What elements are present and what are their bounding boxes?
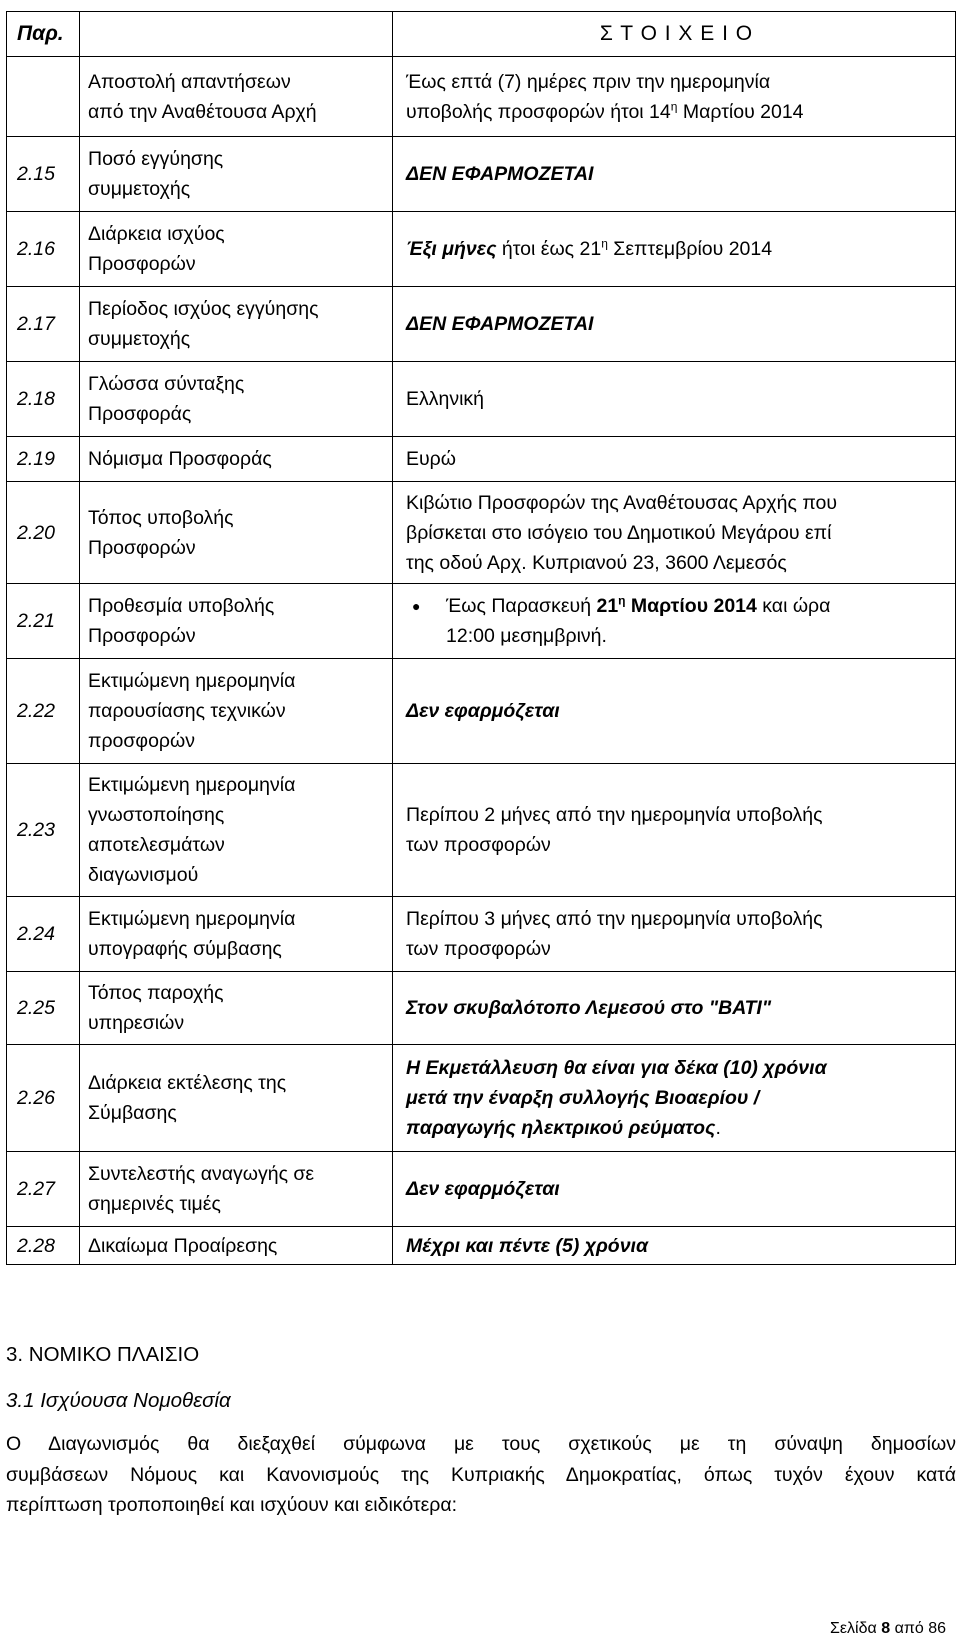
- row-value: ΔΕΝ ΕΦΑΡΜΟΖΕΤΑΙ: [393, 287, 956, 362]
- row-number: 2.22: [7, 659, 80, 764]
- row-number: 2.21: [7, 584, 80, 659]
- table-row: [7, 584, 956, 659]
- row-label: Δικαίωμα Προαίρεσης: [80, 1227, 393, 1265]
- row-label: Νόμισμα Προσφοράς: [80, 437, 393, 482]
- row-value: Μέχρι και πέντε (5) χρόνια: [393, 1227, 956, 1265]
- section-heading: 3. ΝΟΜΙΚΟ ΠΛΑΙΣΙΟ: [6, 1343, 200, 1366]
- table-row: [7, 437, 956, 482]
- row-value: Περίπου 3 μήνες από την ημερομηνία υποβολής των προσφορών: [393, 897, 956, 972]
- row-value: Κιβώτιο Προσφορών της Αναθέτουσας Αρχής που βρίσκεται στο ισόγειο του Δημοτικού Μεγάρου επί της οδού Αρχ. Κυπριανού 23, 3600 Λεμεσός: [393, 482, 956, 584]
- row-number: 2.20: [7, 482, 80, 584]
- row-value: Περίπου 2 μήνες από την ημερομηνία υποβολής των προσφορών: [393, 764, 956, 897]
- table-row: [7, 482, 956, 584]
- table-row: [7, 57, 956, 137]
- row-label: Τόπος υποβολής Προσφορών: [80, 482, 393, 584]
- paragraph-line: Ο Διαγωνισμός θα διεξαχθεί σύμφωνα με τους σχετικούς με τη σύναψη δημοσίων: [6, 1433, 956, 1455]
- row-value: Ευρώ: [393, 437, 956, 482]
- paragraph-line: περίπτωση τροποποιηθεί και ισχύουν και ειδικότερα:: [6, 1494, 458, 1516]
- row-value: Ελληνική: [393, 362, 956, 437]
- row-number: 2.24: [7, 897, 80, 972]
- row-label: Εκτιμώμενη ημερομηνία γνωστοποίησης αποτελεσμάτων διαγωνισμού: [80, 764, 393, 897]
- header-element: Σ Τ Ο Ι Χ Ε Ι Ο: [393, 12, 956, 57]
- row-number: 2.25: [7, 972, 80, 1045]
- row-label: Εκτιμώμενη ημερομηνία υπογραφής σύμβασης: [80, 897, 393, 972]
- table-row: [7, 287, 956, 362]
- row-number: 2.18: [7, 362, 80, 437]
- tender-details-table: [6, 11, 956, 1265]
- row-label: Συντελεστής αναγωγής σε σημερινές τιμές: [80, 1152, 393, 1227]
- body-paragraph: [6, 1429, 956, 1521]
- header-paragraph: Παρ.: [7, 12, 80, 57]
- row-number: 2.15: [7, 137, 80, 212]
- row-value: Δεν εφαρμόζεται: [393, 1152, 956, 1227]
- row-value: Η Εκμετάλλευση θα είναι για δέκα (10) χρόνια μετά την έναρξη συλλογής Βιοαερίου / παραγωγής ηλεκτρικού ρεύματος.: [393, 1045, 956, 1152]
- paragraph-line: συμβάσεων Νόμους και Κανονισμούς της Κυπριακής Δημοκρατίας, όπως τυχόν έχουν κατά: [6, 1463, 956, 1486]
- row-label: Περίοδος ισχύος εγγύησης συμμετοχής: [80, 287, 393, 362]
- row-number: 2.27: [7, 1152, 80, 1227]
- page-footer: Σελίδα 8 από 86: [830, 1620, 946, 1637]
- row-label: Αποστολή απαντήσεων από την Αναθέτουσα Αρχή: [80, 57, 393, 137]
- row-number: 2.16: [7, 212, 80, 287]
- bullet-item: ● Έως Παρασκευή $21^\eta$ Μαρτίου 2014 και ώρα 12:00 μεσημβρινή.: [406, 591, 947, 651]
- table-row: [7, 212, 956, 287]
- row-number: 2.17: [7, 287, 80, 362]
- row-value: Έως επτά (7) ημέρες πριν την ημερομηνία υποβολής προσφορών ήτοι $14^\eta$ Μαρτίου 2014: [393, 57, 956, 137]
- row-number: 2.23: [7, 764, 80, 897]
- row-value: Δεν εφαρμόζεται: [393, 659, 956, 764]
- table-row: [7, 659, 956, 764]
- total-pages: 86: [928, 1620, 946, 1637]
- row-number: [7, 57, 80, 137]
- table-row: [7, 972, 956, 1045]
- subsection-heading: 3.1 Ισχύουσα Νομοθεσία: [6, 1389, 231, 1412]
- table-row: [7, 137, 956, 212]
- row-label: Γλώσσα σύνταξης Προσφοράς: [80, 362, 393, 437]
- row-value: Έξι μήνες ήτοι έως $21^\eta$ Σεπτεμβρίου 2014: [393, 212, 956, 287]
- table-row: [7, 1045, 956, 1152]
- table-row: [7, 764, 956, 897]
- row-value: [393, 584, 956, 659]
- table-row: [7, 1152, 956, 1227]
- row-number: 2.28: [7, 1227, 80, 1265]
- row-value: Στον σκυβαλότοπο Λεμεσού στο "ΒΑΤΙ": [393, 972, 956, 1045]
- bullet-icon: ●: [412, 598, 421, 614]
- table-row: [7, 1227, 956, 1265]
- row-label: Διάρκεια εκτέλεσης της Σύμβασης: [80, 1045, 393, 1152]
- row-label: Εκτιμώμενη ημερομηνία παρουσίασης τεχνικών προσφορών: [80, 659, 393, 764]
- row-number: 2.26: [7, 1045, 80, 1152]
- row-number: 2.19: [7, 437, 80, 482]
- row-label: Τόπος παροχής υπηρεσιών: [80, 972, 393, 1045]
- header-blank: [80, 12, 393, 57]
- row-label: Προθεσμία υποβολής Προσφορών: [80, 584, 393, 659]
- table-row: [7, 362, 956, 437]
- row-value: ΔΕΝ ΕΦΑΡΜΟΖΕΤΑΙ: [393, 137, 956, 212]
- current-page-number: 8: [881, 1620, 891, 1637]
- row-label: Διάρκεια ισχύος Προσφορών: [80, 212, 393, 287]
- row-label: Ποσό εγγύησης συμμετοχής: [80, 137, 393, 212]
- table-row: [7, 897, 956, 972]
- table-header-row: [7, 12, 956, 57]
